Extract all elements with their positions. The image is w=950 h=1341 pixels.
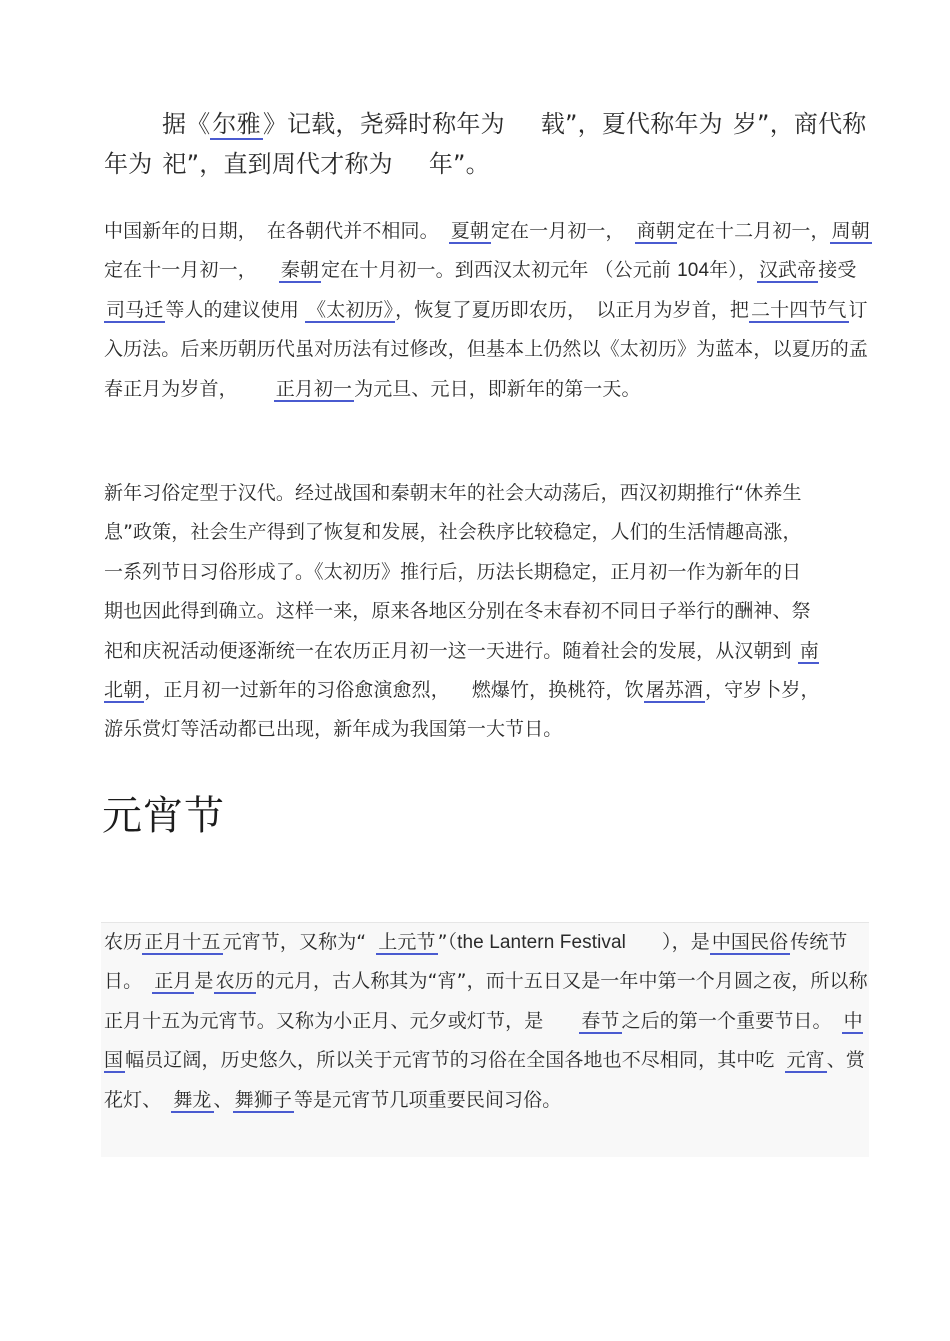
text-span: 岁”，商代称年为 <box>104 110 867 178</box>
text-span: ），是 <box>662 931 710 953</box>
link-xia-dynasty[interactable]: 夏朝 <box>450 220 489 242</box>
link-taichu-calendar[interactable]: 《太初历》 <box>307 298 394 321</box>
link-china[interactable]: 中国 <box>104 1009 863 1072</box>
text-span: 在各朝代并不相同。 <box>266 220 439 242</box>
text-span: 从汉朝到 <box>715 639 792 662</box>
text-span: 之后的第一个重要节日。 <box>621 1009 832 1032</box>
text-span: 元宵节，又称为“ <box>222 931 367 953</box>
text-span: 订入历法。后来历朝历代虽对历法有过修改，但基本上仍然以《太初历》为蓝本，以夏历的孟春正月为岁首， <box>104 298 869 400</box>
text-span: 以正月为岁首，把 <box>596 298 749 321</box>
text-span: ，正月初一过新年的习俗愈演愈烈， <box>144 679 450 702</box>
text-span: ”（ <box>437 931 458 953</box>
text-span: 年”。 <box>428 150 490 178</box>
text-span: 接受 <box>818 259 857 282</box>
link-spring-festival[interactable]: 春节 <box>581 1009 620 1032</box>
text-span: 是 <box>194 970 214 993</box>
text-span: 定在一月初一， <box>490 220 625 242</box>
text-span: 年）， <box>709 259 757 282</box>
link-chinese-folk-custom[interactable]: 中国民俗 <box>711 931 789 953</box>
text-span: 幅员辽阔，历史悠久，所以关于元宵节的习俗在全国各地也不尽相同，其中吃 <box>125 1049 775 1072</box>
year-number: 104 <box>677 260 710 282</box>
link-shang-dynasty[interactable]: 商朝 <box>636 220 675 242</box>
text-span: 定在十二月初一， <box>676 220 830 242</box>
text-span: 、赏花灯、 <box>104 1049 865 1111</box>
text-span: 》记载，尧舜时称年为 <box>262 110 505 138</box>
text-span: 载”，夏代称年为 <box>540 110 723 138</box>
text-span: ，守岁卜岁，游乐赏灯等活动都已出现，新年成为我国第一大节日。 <box>104 679 820 741</box>
english-name: the Lantern Festival <box>457 932 626 953</box>
link-zhengyue[interactable]: 正月 <box>154 970 193 993</box>
text-span: ，恢复了夏历即农历， <box>395 298 587 321</box>
new-year-custom-paragraph <box>104 474 820 750</box>
link-dragon-dance[interactable]: 舞龙 <box>173 1088 212 1111</box>
text-span: 为元旦、元日，即新年的第一天。 <box>354 377 641 400</box>
link-shangyuan-festival[interactable]: 上元节 <box>378 931 436 953</box>
text-span: 传统节日。 <box>104 931 848 993</box>
text-span: 的元月，古人称其为“宵”，而十五日又是一年中第一个月圆之夜，所以称正月十五为元宵节。又称为小正月、元夕或灯节，是 <box>104 970 868 1032</box>
text-span: 祀”，直到周代才称为 <box>162 150 393 178</box>
text-span: 据《 <box>162 110 211 138</box>
link-yuanxiao[interactable]: 元宵 <box>786 1049 825 1072</box>
link-zhengyue-chuyi[interactable]: 正月初一 <box>275 377 353 400</box>
link-24-solar-terms[interactable]: 二十四节气 <box>751 298 847 321</box>
text-span: 定在十月初一。到西汉太初元年 （公元前 <box>321 259 671 282</box>
lantern-festival-paragraph <box>104 923 869 1120</box>
text-span: 等是元宵节几项重要民间习俗。 <box>293 1088 562 1111</box>
link-nongli[interactable]: 农历 <box>215 970 254 993</box>
text-span: 燃爆竹，换桃符，饮 <box>471 679 644 702</box>
link-tusu-wine[interactable]: 屠苏酒 <box>645 679 704 702</box>
link-qin-dynasty[interactable]: 秦朝 <box>280 259 320 282</box>
link-zhou-dynasty[interactable]: 周朝 <box>831 220 870 242</box>
link-han-wudi[interactable]: 汉武帝 <box>758 259 817 282</box>
link-nanbei-dynasties[interactable]: 南北朝 <box>104 639 819 702</box>
text-span: 定在十一月初一， <box>104 259 257 282</box>
link-zhengyue-15[interactable]: 正月十五 <box>144 931 221 953</box>
new-year-date-paragraph <box>104 212 874 409</box>
link-sima-qian[interactable]: 司马迁 <box>106 298 164 321</box>
lantern-festival-block <box>101 922 869 1157</box>
text-span: 等人的建议使用 <box>165 298 300 321</box>
text-span: 新年习俗定型于汉代。经过战国和秦朝末年的社会大动荡后，西汉初期推行“休养生息”政策，社会生产得到了恢复和发展，社会秩序比较稳定，人们的生活情趣高涨，一系列节日习俗形成了。《太初历》推行后，历法长期稳定，正月初一作为新年的日期也因此得到确立。这样一来，原来各地区分别在冬末春初不同日子举行的酬神、祭祀和庆祝活动便逐渐统一在农历正月初一这一天进行。随着社会的发展， <box>104 482 811 662</box>
text-span: 中国新年的日期， <box>104 220 257 242</box>
link-lion-dance[interactable]: 舞狮子 <box>234 1088 292 1111</box>
link-erya[interactable]: 尔雅 <box>212 110 261 138</box>
intro-paragraph <box>104 104 874 184</box>
text-span: 农历 <box>104 931 143 953</box>
text-span: 、 <box>213 1088 233 1111</box>
section-heading-lantern-festival: 元宵节 <box>102 793 225 839</box>
